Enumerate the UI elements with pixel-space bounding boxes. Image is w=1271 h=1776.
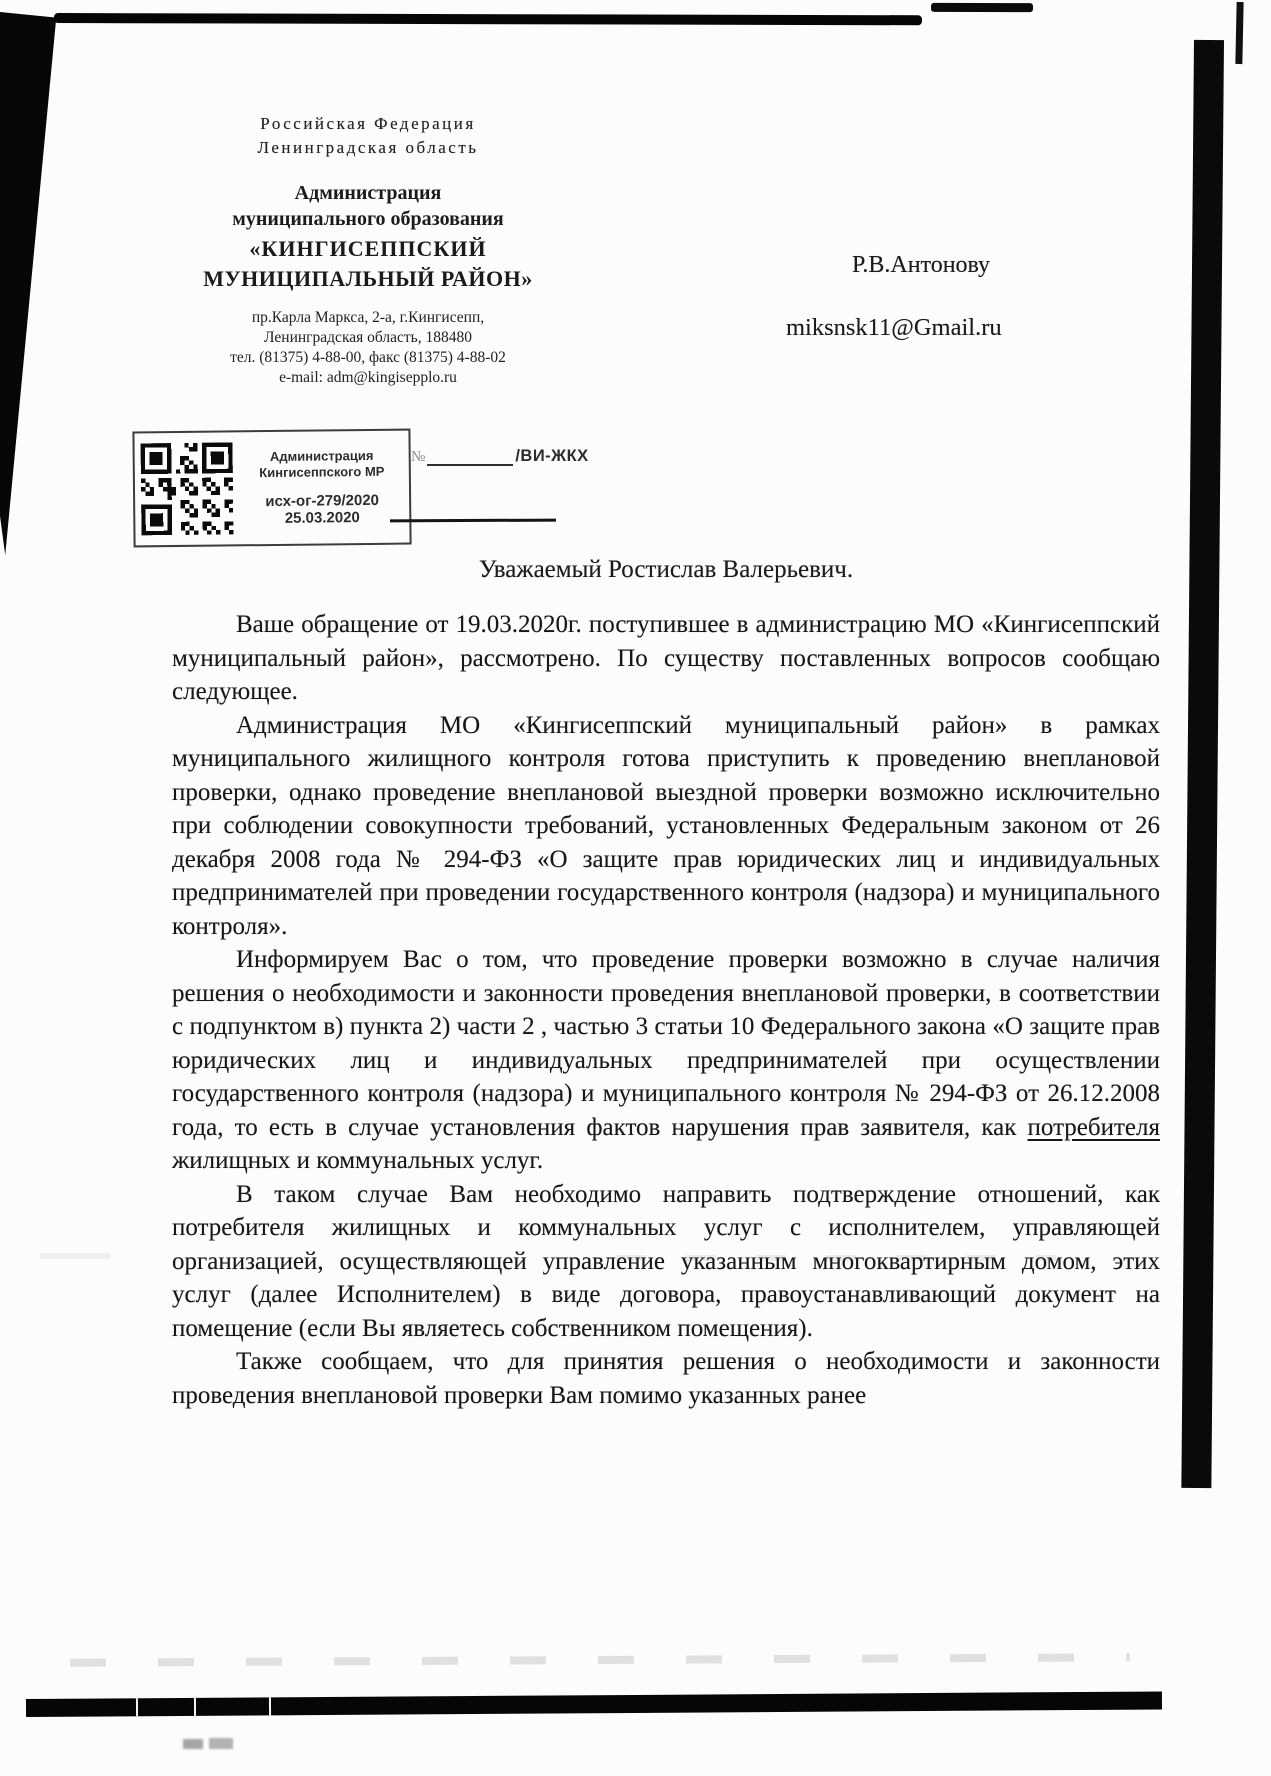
recipient-email: miksnsk11@Gmail.ru <box>786 314 1002 341</box>
stamp-org-line1: Администрация <box>269 447 374 465</box>
number-sign: № <box>411 449 426 465</box>
scan-edge-top <box>54 13 922 25</box>
scan-edge-gap <box>136 1698 138 1716</box>
body-paragraph <box>172 943 1160 1178</box>
scan-edge-bottom <box>26 1691 1162 1717</box>
paragraph-text: В таком случае Вам необходимо направить подтверждение отношений, как потребителя жилищных и коммунальных услуг с исполнителем, управляющей организацией, осуществляющей управление указанным многоквартирным домом, этих услуг (далее Исполнителем) в виде договора, правоустанавливающий документ на помещение (если Вы являетесь собственником помещения). <box>172 1180 1160 1342</box>
stamp-outgoing-number: исх-ог-279/2020 <box>265 491 380 511</box>
reference-number-blank <box>427 448 513 466</box>
letterhead-org-line4: МУНИЦИПАЛЬНЫЙ РАЙОН» <box>203 266 533 291</box>
letterhead-address-line2: Ленинградская область, 188480 <box>264 329 472 346</box>
letterhead-org-line1: Администрация <box>294 182 442 204</box>
stamp-date: 25.03.2020 <box>284 509 360 527</box>
paragraph-text: Информируем Вас о том, что проведение проверки возможно в случае наличия решения о необходимости и законности проведения внеплановой проверки, в соответствии с подпунктом в) пункта 2) части 2 , частью 3 статьи 10 Федерального закона «О защите прав юридических лиц и индивидуальных предпринимателей при осуществлении государственного контроля (надзора) и муниципального контроля № 294-ФЗ от 26.12.2008 года, то есть в случае установления фактов нарушения прав заявителя, как <box>172 946 1160 1141</box>
letterhead-address-line3: тел. (81375) 4-88-00, факс (81375) 4-88-02 <box>230 349 506 366</box>
paragraph-text: Также сообщаем, что для принятия решения о необходимости и законности проведения внеплановой проверки Вам помимо указанных ранее <box>172 1348 1160 1409</box>
scan-edge-top-right <box>931 3 1033 12</box>
body-paragraph <box>172 608 1160 709</box>
paragraph-text: Ваше обращение от 19.03.2020г. поступившее в администрацию МО «Кингисеппский муниципальный район», рассмотрено. По существу поставленных вопросов сообщаю следующее. <box>172 611 1160 705</box>
scan-edge-gap <box>269 1697 271 1715</box>
paragraph-text: жилищных и коммунальных услуг. <box>172 1147 544 1174</box>
letterhead-org-line3: «КИНГИСЕППСКИЙ <box>249 236 487 261</box>
body-paragraph <box>172 1178 1160 1346</box>
salutation: Уважаемый Ростислав Валерьевич. <box>478 556 854 583</box>
letterhead-org-line2: муниципального образования <box>232 208 504 230</box>
letterhead-email: e-mail: adm@kingisepplo.ru <box>279 369 457 386</box>
letterhead <box>128 114 608 388</box>
registration-stamp <box>132 429 411 548</box>
letterhead-country: Российская Федерация <box>260 114 476 133</box>
scan-smudge <box>183 1739 203 1749</box>
scan-edge-right <box>1181 40 1224 1488</box>
letterhead-address <box>128 308 608 388</box>
body-paragraph <box>172 709 1160 944</box>
paragraph-text: Администрация МО «Кингисеппский муниципальный район» в рамках муниципального жилищного контроля готова приступить к проведению внеплановой проверки, однако проведение внеплановой выездной проверки возможно исключительно при соблюдении совокупности требований, установленных Федеральным законом от 26 декабря 2008 года № 294-ФЗ «О защите прав юридических лиц и индивидуальных предпринимателей при проведении государственного контроля (надзора) и муниципального контроля». <box>172 711 1160 940</box>
stamp-org-line2: Кингисеппского МР <box>259 463 385 481</box>
underlined-text: потребителя <box>1027 1113 1160 1141</box>
qr-code-icon <box>141 442 234 535</box>
letterhead-address-line1: пр.Карла Маркса, 2-а, г.Кингисепп, <box>251 309 485 326</box>
letter-body <box>172 556 1160 1412</box>
scan-smudge <box>40 1253 110 1259</box>
scan-smudge <box>70 1653 1130 1667</box>
scan-edge-left <box>0 12 58 572</box>
body-paragraph <box>172 1345 1160 1412</box>
letter-body-paragraphs <box>172 608 1160 1412</box>
letterhead-region: Ленинградская область <box>257 138 479 157</box>
reference-number-line <box>411 447 589 466</box>
reference-date-blank-line <box>390 519 556 523</box>
registration-stamp-text <box>241 448 404 528</box>
scan-smudge <box>209 1738 233 1749</box>
scan-edge-gap <box>194 1698 196 1716</box>
recipient-name: Р.В.Антонову <box>852 252 991 278</box>
scan-edge-right-tick <box>1235 2 1243 64</box>
reference-department-code: /ВИ-ЖКХ <box>515 447 589 465</box>
